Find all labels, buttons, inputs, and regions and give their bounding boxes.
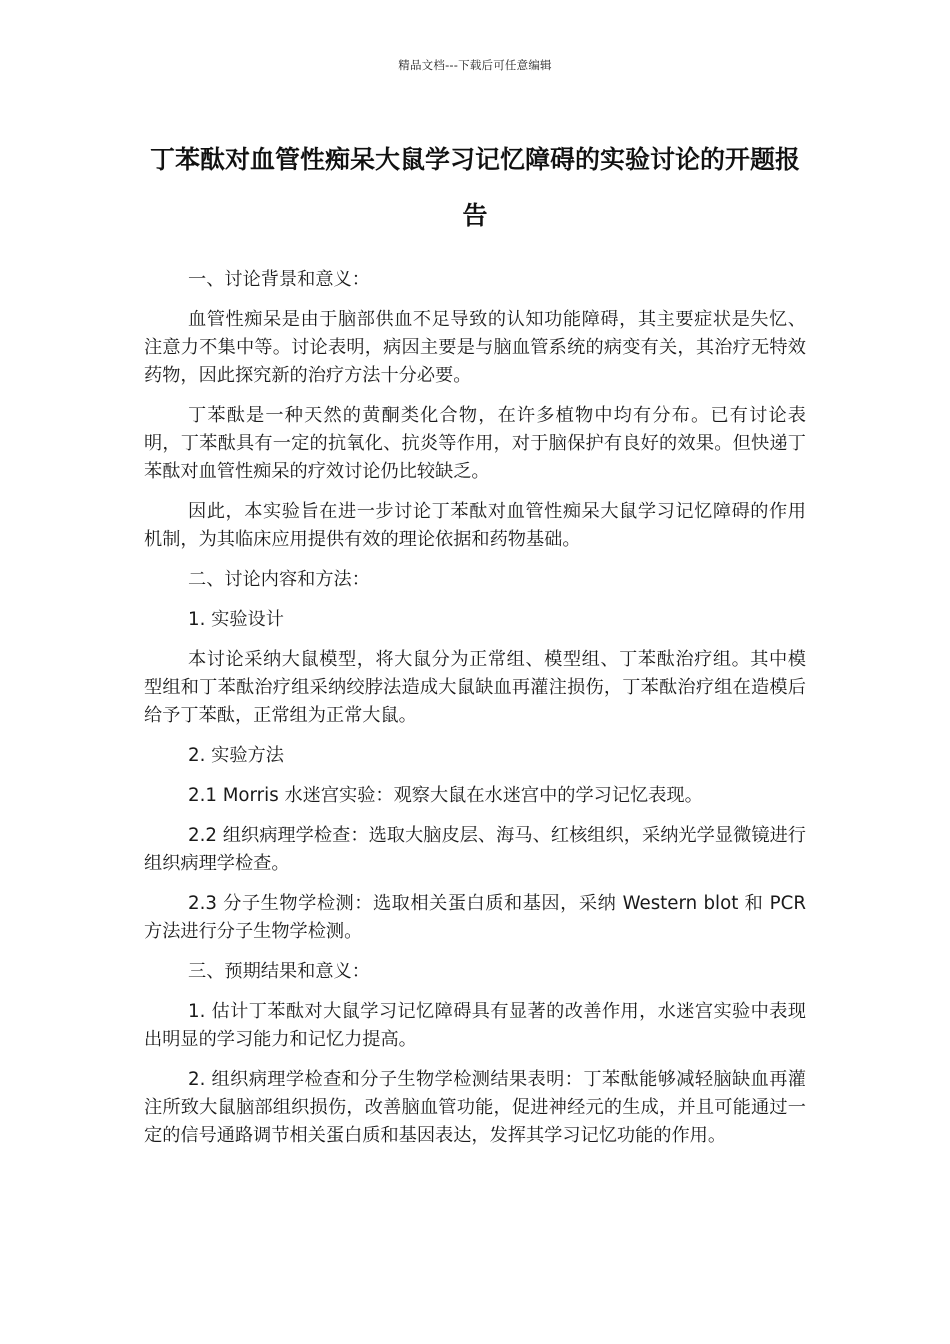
section-heading-methods: 二、讨论内容和方法： [188, 569, 370, 590]
section-heading-background: 一、讨论背景和意义： [188, 269, 370, 290]
method-molecular-biology: 2.3 分子生物学检测：选取相关蛋白质和基因，采纳 Western blot 和 PCR 方法进行分子生物学检测。 [144, 893, 806, 942]
paragraph-vascular-dementia: 血管性痴呆是由于脑部供血不足导致的认知功能障碍，其主要症状是失忆、注意力不集中等。讨论表明，病因主要是与脑血管系统的病变有关，其治疗无特效药物，因此探究新的治疗方法十分必要。 [144, 309, 806, 386]
subheading-experiment-design: 1. 实验设计 [188, 609, 284, 630]
paragraph-butylphthalide: 丁苯酞是一种天然的黄酮类化合物，在许多植物中均有分布。已有讨论表明，丁苯酞具有一定的抗氧化、抗炎等作用，对于脑保护有良好的效果。但快递丁苯酞对血管性痴呆的疗效讨论仍比较缺乏。 [144, 405, 806, 482]
document-body [144, 266, 806, 1162]
result-learning-memory: 1. 估计丁苯酞对大鼠学习记忆障碍具有显著的改善作用，水迷宫实验中表现出明显的学习能力和记忆力提高。 [144, 1001, 806, 1050]
paragraph-aim: 因此，本实验旨在进一步讨论丁苯酞对血管性痴呆大鼠学习记忆障碍的作用机制，为其临床应用提供有效的理论依据和药物基础。 [144, 501, 806, 550]
paragraph-experiment-design: 本讨论采纳大鼠模型，将大鼠分为正常组、模型组、丁苯酞治疗组。其中模型组和丁苯酞治疗组采纳绞脖法造成大鼠缺血再灌注损伤，丁苯酞治疗组在造模后给予丁苯酞，正常组为正常大鼠。 [144, 649, 806, 726]
page-header-watermark: 精品文档---下载后可任意编辑 [398, 58, 552, 72]
section-heading-results: 三、预期结果和意义： [188, 961, 370, 982]
method-histopathology: 2.2 组织病理学检查：选取大脑皮层、海马、红核组织，采纳光学显微镜进行组织病理学检查。 [144, 825, 806, 874]
result-histology-molecular: 2. 组织病理学检查和分子生物学检测结果表明：丁苯酞能够减轻脑缺血再灌注所致大鼠脑部组织损伤，改善脑血管功能，促进神经元的生成，并且可能通过一定的信号通路调节相关蛋白质和基因表达，发挥其学习记忆功能的作用。 [144, 1069, 806, 1146]
method-morris-water-maze: 2.1 Morris 水迷宫实验：观察大鼠在水迷宫中的学习记忆表现。 [188, 785, 703, 806]
document-title: 丁苯酞对血管性痴呆大鼠学习记忆障碍的实验讨论的开题报告 [149, 145, 800, 230]
subheading-experiment-methods: 2. 实验方法 [188, 745, 284, 766]
